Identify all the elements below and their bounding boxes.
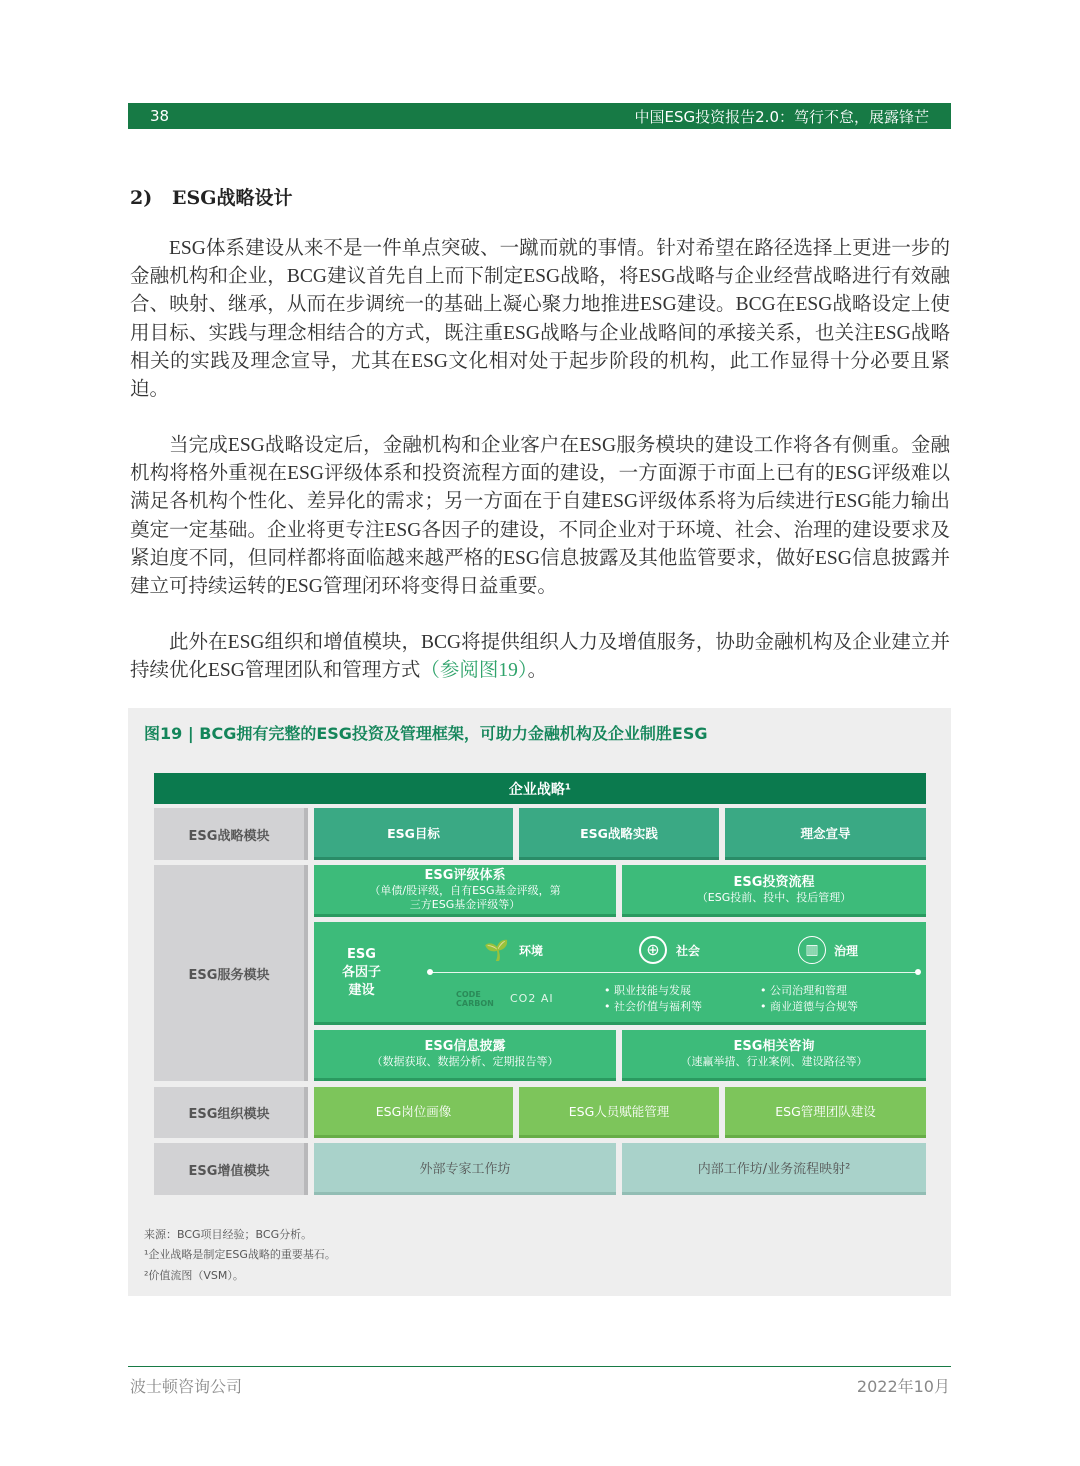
strategy-module-label: ESG战略模块 [154, 808, 308, 860]
figure-19 [128, 708, 951, 1296]
footer-divider [128, 1366, 951, 1367]
footnote-1: ¹企业战略是制定ESG战略的重要基石。 [144, 1248, 336, 1261]
gov-item: 公司治理和管理 [770, 984, 847, 997]
corporate-strategy-banner: 企业战略¹ [154, 773, 926, 804]
building-icon: ▥ [798, 936, 826, 964]
figure-title: 图19 | BCG拥有完整的ESG投资及管理框架，可助力金融机构及企业制胜ESG [144, 724, 708, 743]
esg-invest-title: ESG投资流程 [733, 874, 815, 890]
paragraph-2: 当完成ESG战略设定后，金融机构和企业客户在ESG服务模块的建设工作将各有侧重。金融机构将格外重视在ESG评级体系和投资流程方面的建设，一方面源于市面上已有的ESG评级难以满足各机构个性化、差异化的需求；另一方面在于自建ESG评级体系将为后续进行ESG能力输出奠定一定基础。企业将更专注ESG各因子的建设，不同企业对于环境、社会、治理的建设要求及紧迫度不同，但同样都将面临越来越严格的ESG信息披露及其他监管要求，做好ESG信息披露并建立可持续运转的ESG管理闭环将变得日益重要。 [130, 435, 950, 598]
code-carbon-logo: CODE CARBON [456, 990, 494, 1008]
soc-item: 社会价值与福利等 [614, 1000, 702, 1013]
timeline-dot-end [915, 969, 921, 975]
gov-item: 商业道德与合规等 [770, 1000, 858, 1013]
page-number: 38 [150, 107, 170, 125]
esg-disclosure-cell [314, 1030, 616, 1081]
org-cell: ESG管理团队建设 [725, 1087, 926, 1138]
footer-date: 2022年10月 [856, 1377, 950, 1396]
timeline-dot-start [427, 969, 433, 975]
footer-company: 波士顿咨询公司 [130, 1377, 243, 1396]
esg-invest-sub: （ESG投前、投中、投后管理） [696, 890, 852, 904]
timeline-line [430, 972, 920, 973]
esg-consult-cell [622, 1030, 926, 1081]
paragraph-3 [130, 629, 950, 685]
value-module-label: ESG增值模块 [154, 1143, 308, 1195]
soc-item: 职业技能与发展 [614, 984, 691, 997]
esg-consult-title: ESG相关咨询 [733, 1039, 815, 1054]
esg-rating-sub: （单债/股评级，自有ESG基金评级，第三方ESG基金评级等） [369, 883, 561, 911]
section-heading: 2) ESG战略设计 [130, 187, 293, 209]
value-cell: 外部专家工作坊 [314, 1143, 616, 1195]
globe-icon: ⊕ [639, 936, 667, 964]
co2-ai-logo: CO2 AI [510, 992, 554, 1005]
service-module-label: ESG服务模块 [154, 865, 308, 1081]
paragraph-1: ESG体系建设从来不是一件单点突破、一蹴而就的事情。针对希望在路径选择上更进一步的金融机构和企业，BCG建议首先自上而下制定ESG战略，将ESG战略与企业经营战略进行有效融合、映射、继承，从而在步调统一的基础上凝心聚力地推进ESG建设。BCG在ESG战略设定上使用目标、实践与理念相结合的方式，既注重ESG战略与企业战略间的承接关系，也关注ESG战略相关的实践及理念宣导，尤其在ESG文化相对处于起步阶段的机构，此工作显得十分必要且紧迫。 [130, 238, 950, 401]
value-cell: 内部工作坊/业务流程映射² [622, 1143, 926, 1195]
env-label: 环境 [519, 944, 544, 958]
esg-rating-title: ESG评级体系 [424, 867, 506, 883]
soc-items: • 职业技能与发展 • 社会价值与福利等 [604, 984, 702, 1013]
esg-consult-sub: （速赢举措、行业案例、建设路径等） [680, 1055, 868, 1068]
gov-items: • 公司治理和管理 • 商业道德与合规等 [760, 984, 858, 1013]
gov-label: 治理 [834, 944, 859, 958]
esg-rating-cell [314, 865, 616, 917]
factors-label: ESG 各因子 建设 [342, 947, 382, 998]
plant-hand-icon: 🌱 [484, 938, 509, 962]
esg-disclosure-title: ESG信息披露 [424, 1039, 506, 1054]
paragraph-3-text: 此外在ESG组织和增值模块，BCG将提供组织人力及增值服务，协助金融机构及企业建立并持续优化ESG管理团队和管理方式 [130, 632, 950, 682]
org-module-label: ESG组织模块 [154, 1087, 308, 1138]
soc-label: 社会 [676, 944, 701, 958]
report-title: 中国ESG投资报告2.0：笃行不怠，展露锋芒 [634, 107, 929, 126]
source-note: 来源：BCG项目经验；BCG分析。 [144, 1228, 313, 1241]
figure-reference-link[interactable]: （参阅图19） [420, 660, 528, 682]
esg-invest-cell [622, 865, 926, 917]
esg-disclosure-sub: （数据获取、数据分析、定期报告等） [371, 1055, 559, 1068]
page-header [128, 103, 951, 129]
org-cell: ESG人员赋能管理 [519, 1087, 719, 1138]
esg-factors-cell [314, 922, 926, 1025]
org-cell: ESG岗位画像 [314, 1087, 513, 1138]
esg-goals-cell: ESG目标 [314, 808, 513, 860]
footnote-2: ²价值流图（VSM）。 [144, 1269, 244, 1282]
concept-advocacy-cell: 理念宣导 [725, 808, 926, 860]
esg-strategy-practice-cell: ESG战略实践 [519, 808, 719, 860]
paragraph-3-end: 。 [527, 660, 548, 682]
